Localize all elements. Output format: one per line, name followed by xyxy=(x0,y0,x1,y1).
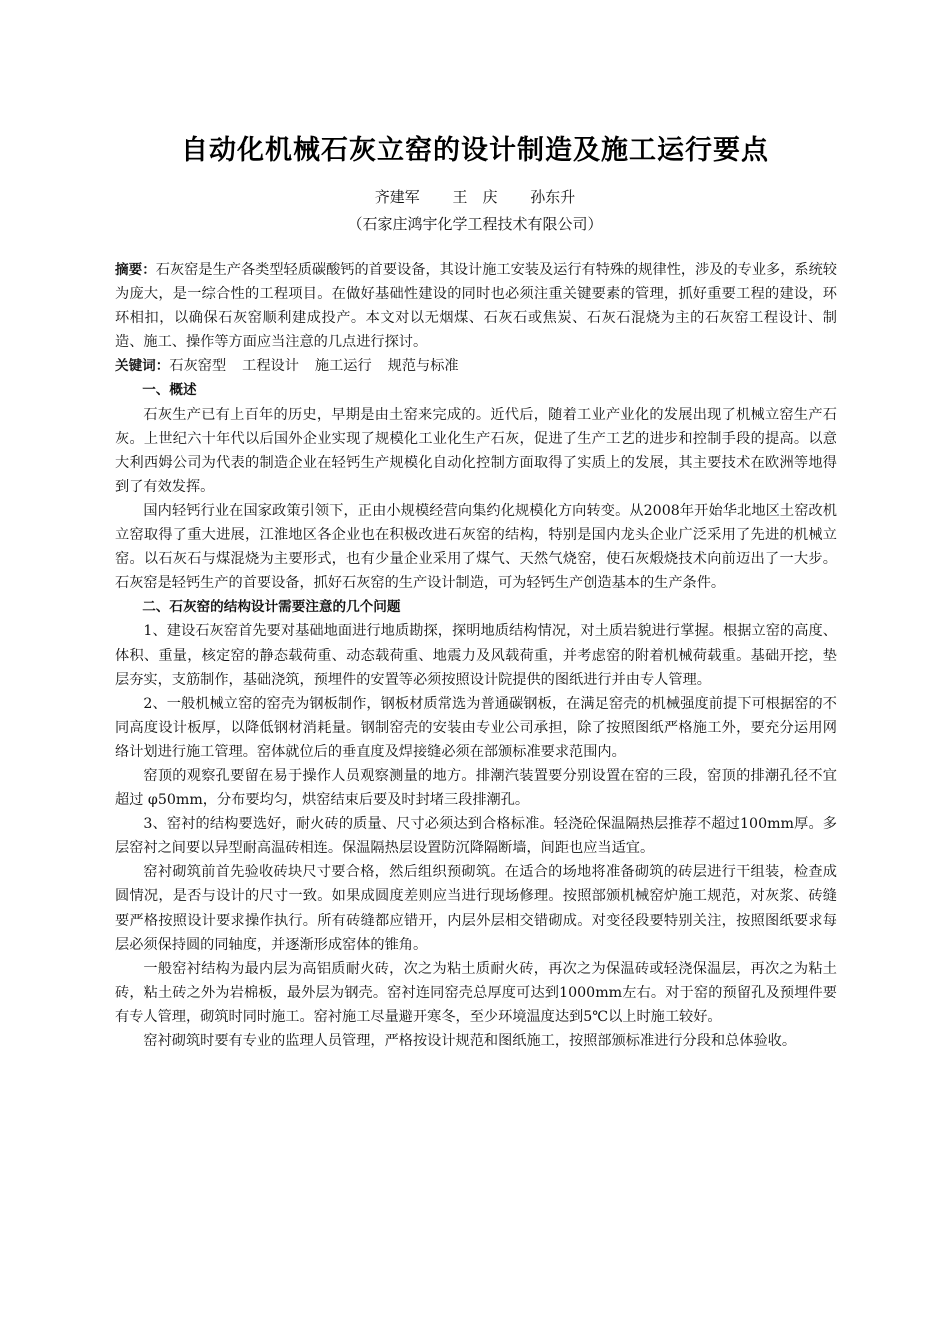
author-list xyxy=(0,186,950,207)
author-affiliation: （石家庄鸿宇化学工程技术有限公司） xyxy=(347,215,603,233)
keyword: 工程设计 xyxy=(242,358,299,375)
keyword: 石灰窑型 xyxy=(169,358,227,375)
paragraph: 1、建设石灰窑首先要对基础地面进行地质勘探，探明地质结构情况，对土质岩貌进行掌握。根据立窑的高度、体积、重量，核定窑的静态载荷重、动态载荷重、地震力及风载荷重，并考虑窑的附着机械荷载重。基础开挖，垫层夯实，支筋制作，基础浇筑，预埋件的安置等必须按照设计院提供的图纸进行并由专人管理。 xyxy=(115,623,837,688)
paper-body xyxy=(115,258,837,1053)
paragraph: 国内轻钙行业在国家政策引领下，正由小规模经营向集约化规模化方向转变。从2008年开始华北地区土窑改机立窑取得了重大进展，江淮地区各企业也在积极改进石灰窑的结构，特别是国内龙头企业广泛采用了先进的机械立窑。以石灰石与煤混烧为主要形式，也有少量企业采用了煤气、天然气烧窑，使石灰煅烧技术向前迈出了一大步。石灰窑是轻钙生产的首要设备，抓好石灰窑的生产设计制造，可为轻钙生产创造基本的生产条件。 xyxy=(115,502,837,592)
paragraph: 一般窑衬结构为最内层为高铝质耐火砖，次之为粘土质耐火砖，再次之为保温砖或轻浇保温层，再次之为粘土砖，粘土砖之外为岩棉板，最外层为钢壳。窑衬连同窑壳总厚度可达到1000mm左右。对于窑的预留孔及预埋件要有专人管理，砌筑时同时施工。窑衬施工尽量避开寒冬，至少环境温度达到5℃以上时施工较好。 xyxy=(115,960,837,1025)
paragraph: 窑顶的观察孔要留在易于操作人员观察测量的地方。排潮汽装置要分别设置在窑的三段，窑顶的排潮孔径不宜超过 φ50mm，分布要均匀，烘窑结束后要及时封堵三段排潮孔。 xyxy=(115,767,837,809)
abstract-label: 摘要： xyxy=(115,262,156,278)
author-name: 王 庆 xyxy=(452,188,498,206)
abstract-text: 石灰窑是生产各类型轻质碳酸钙的首要设备，其设计施工安装及运行有特殊的规律性，涉及的专业多，系统较为庞大，是一综合性的工程项目。在做好基础性建设的同时也必须注重关键要素的管理，抓好重要工程的建设，环环相扣，以确保石灰窑顺利建成投产。本文对以无烟煤、石灰石或焦炭、石灰石混烧为主的石灰窑工程设计、制造、施工、操作等方面应当注意的几点进行探讨。 xyxy=(115,262,837,351)
author-name: 孙东升 xyxy=(530,188,576,206)
paragraph: 窑衬砌筑时要有专业的监理人员管理，严格按设计规范和图纸施工，按照部颁标准进行分段和总体验收。 xyxy=(143,1033,797,1049)
paragraph: 2、一般机械立窑的窑壳为钢板制作，钢板材质常选为普通碳钢板，在满足窑壳的机械强度前提下可根据窑的不同高度设计板厚，以降低钢材消耗量。钢制窑壳的安装由专业公司承担，除了按照图纸严格施工外，要充分运用网络计划进行施工管理。窑体就位后的垂直度及焊接缝必须在部颁标准要求范围内。 xyxy=(115,695,837,760)
keyword: 规范与标准 xyxy=(387,358,459,375)
abstract xyxy=(115,258,837,354)
keywords xyxy=(115,354,837,378)
author-name: 齐建军 xyxy=(374,188,420,206)
paper-title: 自动化机械石灰立窑的设计制造及施工运行要点 xyxy=(181,135,769,166)
section-heading: 一、概述 xyxy=(142,382,197,399)
paragraph: 石灰生产已有上百年的历史，早期是由土窑来完成的。近代后，随着工业产业化的发展出现了机械立窑生产石灰。上世纪六十年代以后国外企业实现了规模化工业化生产石灰，促进了生产工艺的进步和控制手段的提高。以意大利西姆公司为代表的制造企业在轻钙生产规模化自动化控制方面取得了实质上的发展，其主要技术在欧洲等地得到了有效发挥。 xyxy=(115,406,837,495)
paragraph: 3、窑衬的结构要选好，耐火砖的质量、尺寸必须达到合格标准。轻浇砼保温隔热层推荐不超过100mm厚。多层窑衬之间要以异型耐高温砖相连。保温隔热层设置防沉降隔断墙，间距也应当适宜。 xyxy=(115,816,837,857)
keyword: 施工运行 xyxy=(314,358,372,375)
paragraph: 窑衬砌筑前首先验收砖块尺寸要合格，然后组织预砌筑。在适合的场地将准备砌筑的砖层进行干组装，检查成圆情况，是否与设计的尺寸一致。如果成圆度差则应当进行现场修理。按照部颁机械窑炉施工规范，对灰浆、砖缝要严格按照设计要求操作执行。所有砖缝都应错开，内层外层相交错砌成。对变径段要特别关注，按照图纸要求每层必须保持圆的同轴度，并逐渐形成窑体的锥角。 xyxy=(115,864,837,953)
keywords-label: 关键词： xyxy=(115,358,170,375)
section-heading: 二、石灰窑的结构设计需要注意的几个问题 xyxy=(142,599,401,616)
